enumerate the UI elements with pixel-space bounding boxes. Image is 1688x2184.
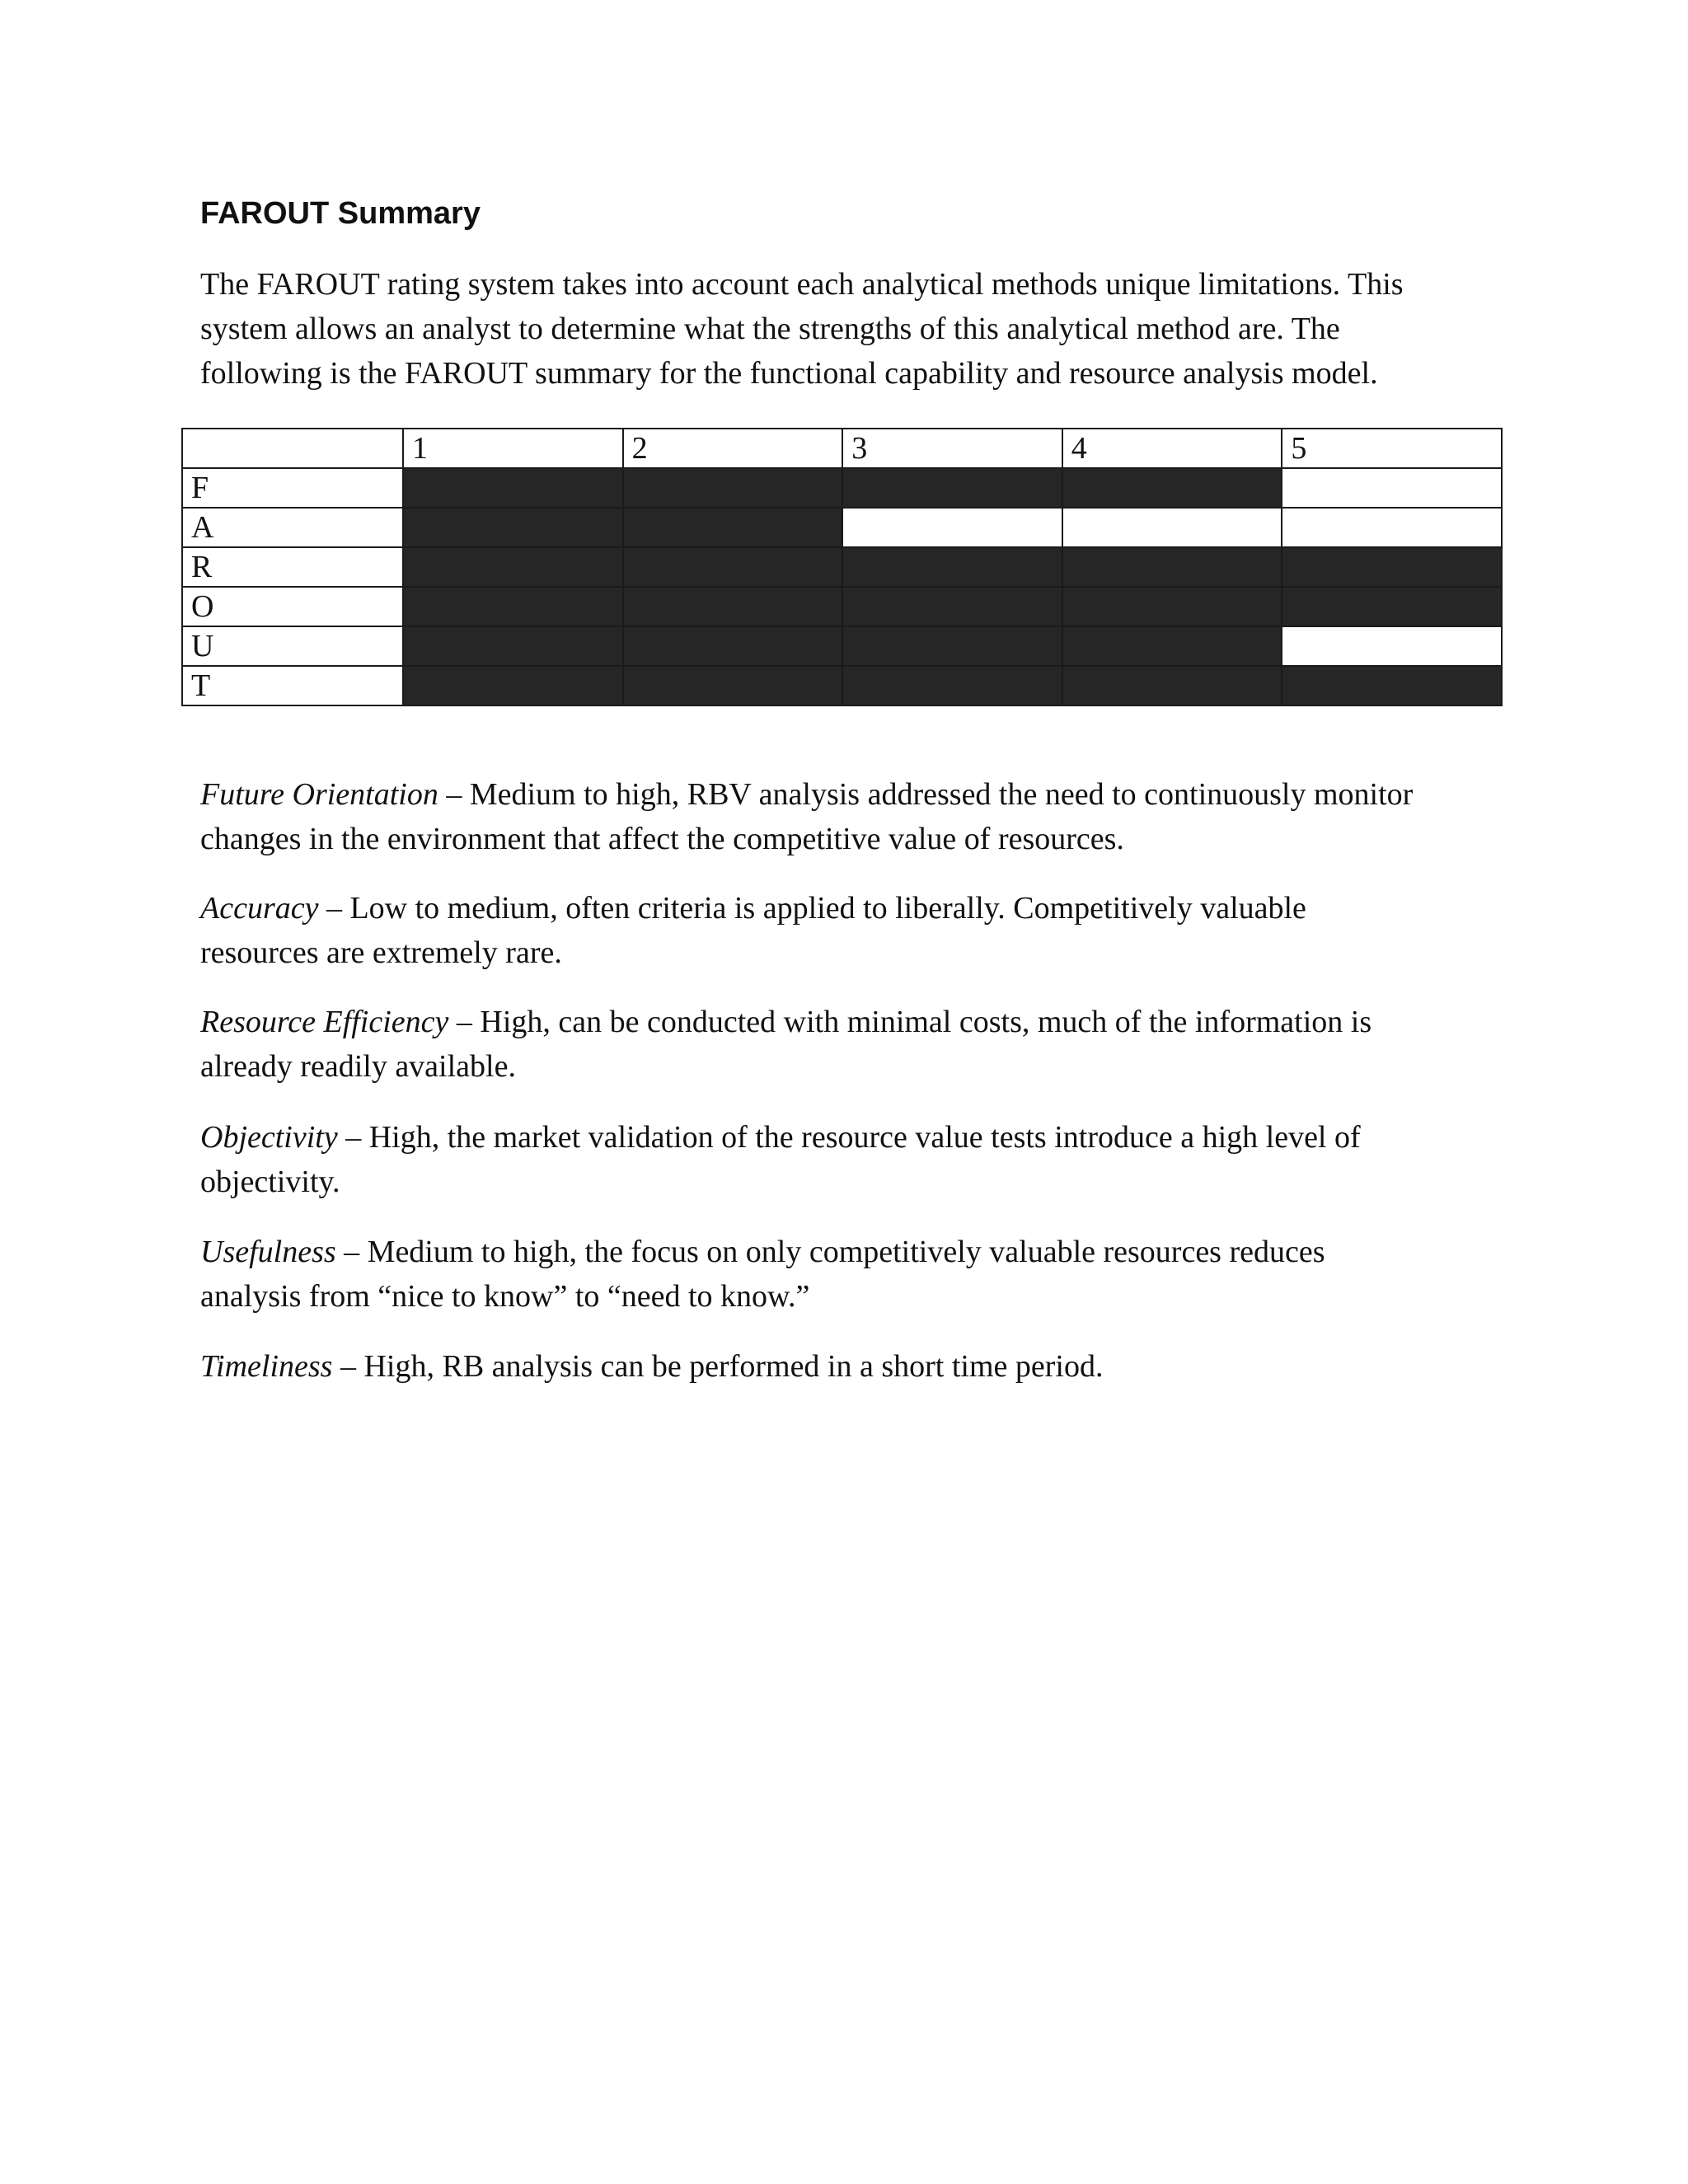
rating-cell <box>1282 587 1502 626</box>
description-text: analysis from “nice to know” to “need to know.” <box>200 1279 810 1314</box>
table-header-row <box>182 429 1502 468</box>
column-header: 2 <box>623 429 843 468</box>
row-label: U <box>182 626 403 666</box>
description-text: objectivity. <box>200 1165 340 1199</box>
rating-cell <box>1062 587 1282 626</box>
rating-cell <box>1282 666 1502 705</box>
rating-cell <box>623 547 843 587</box>
intro-line: following is the FAROUT summary for the functional capability and resource analysis model. <box>200 356 1378 391</box>
rating-cell <box>623 587 843 626</box>
page-title: FAROUT Summary <box>200 196 481 231</box>
rating-cell <box>1062 626 1282 666</box>
rating-cell <box>623 666 843 705</box>
corner-cell <box>182 429 403 468</box>
intro-line: system allows an analyst to determine what the strengths of this analytical method are. The <box>200 312 1340 346</box>
description-text: – Medium to high, the focus on only competitively valuable resources reduces <box>335 1235 1325 1269</box>
description-usefulness <box>200 1230 1519 1319</box>
rating-cell <box>1062 666 1282 705</box>
description-text: – High, the market validation of the resource value tests introduce a high level of <box>337 1120 1361 1155</box>
table-row <box>182 666 1502 705</box>
rating-cell <box>1062 547 1282 587</box>
description-accuracy <box>200 886 1519 975</box>
description-text: resources are extremely rare. <box>200 935 562 970</box>
rating-cell <box>1062 468 1282 508</box>
description-term: Timeliness <box>200 1349 333 1384</box>
row-label: R <box>182 547 403 587</box>
rating-cell <box>842 666 1062 705</box>
table-row <box>182 468 1502 508</box>
rating-cell <box>623 508 843 547</box>
farout-rating-table <box>181 428 1503 706</box>
table-row <box>182 508 1502 547</box>
column-header: 1 <box>403 429 623 468</box>
rating-cell <box>1282 468 1502 508</box>
rating-cell <box>842 587 1062 626</box>
description-objectivity <box>200 1115 1519 1204</box>
description-term: Usefulness <box>200 1235 336 1269</box>
description-text: already readily available. <box>200 1049 516 1084</box>
rating-cell <box>1062 508 1282 547</box>
description-timeliness <box>200 1344 1519 1389</box>
description-text: – High, RB analysis can be performed in a short time period. <box>332 1349 1104 1384</box>
intro-paragraph <box>200 262 1486 396</box>
description-term: Accuracy <box>200 891 319 926</box>
row-label: A <box>182 508 403 547</box>
rating-cell <box>842 626 1062 666</box>
rating-cell <box>403 547 623 587</box>
description-text: changes in the environment that affect the competitive value of resources. <box>200 822 1124 856</box>
rating-cell <box>403 508 623 547</box>
rating-cell <box>842 547 1062 587</box>
table-row <box>182 587 1502 626</box>
description-future-orientation <box>200 772 1519 861</box>
table-row <box>182 626 1502 666</box>
row-label: F <box>182 468 403 508</box>
description-term: Resource Efficiency <box>200 1005 449 1039</box>
rating-cell <box>403 587 623 626</box>
rating-cell <box>403 666 623 705</box>
row-label: O <box>182 587 403 626</box>
rating-cell <box>623 468 843 508</box>
rating-cell <box>842 468 1062 508</box>
description-text: – Medium to high, RBV analysis addressed the need to continuously monitor <box>438 777 1414 812</box>
rating-cell <box>403 626 623 666</box>
rating-cell <box>623 626 843 666</box>
description-text: – High, can be conducted with minimal costs, much of the information is <box>448 1005 1372 1039</box>
row-label: T <box>182 666 403 705</box>
description-resource-efficiency <box>200 1000 1519 1089</box>
rating-cell <box>1282 508 1502 547</box>
rating-cell <box>1282 626 1502 666</box>
description-term: Future Orientation <box>200 777 438 812</box>
rating-cell <box>1282 547 1502 587</box>
column-header: 4 <box>1062 429 1282 468</box>
rating-cell <box>842 508 1062 547</box>
column-header: 5 <box>1282 429 1502 468</box>
description-text: – Low to medium, often criteria is applied to liberally. Competitively valuable <box>318 891 1306 926</box>
description-term: Objectivity <box>200 1120 338 1155</box>
column-header: 3 <box>842 429 1062 468</box>
table-row <box>182 547 1502 587</box>
intro-line: The FAROUT rating system takes into account each analytical methods unique limitations. This <box>200 267 1404 302</box>
rating-cell <box>403 468 623 508</box>
